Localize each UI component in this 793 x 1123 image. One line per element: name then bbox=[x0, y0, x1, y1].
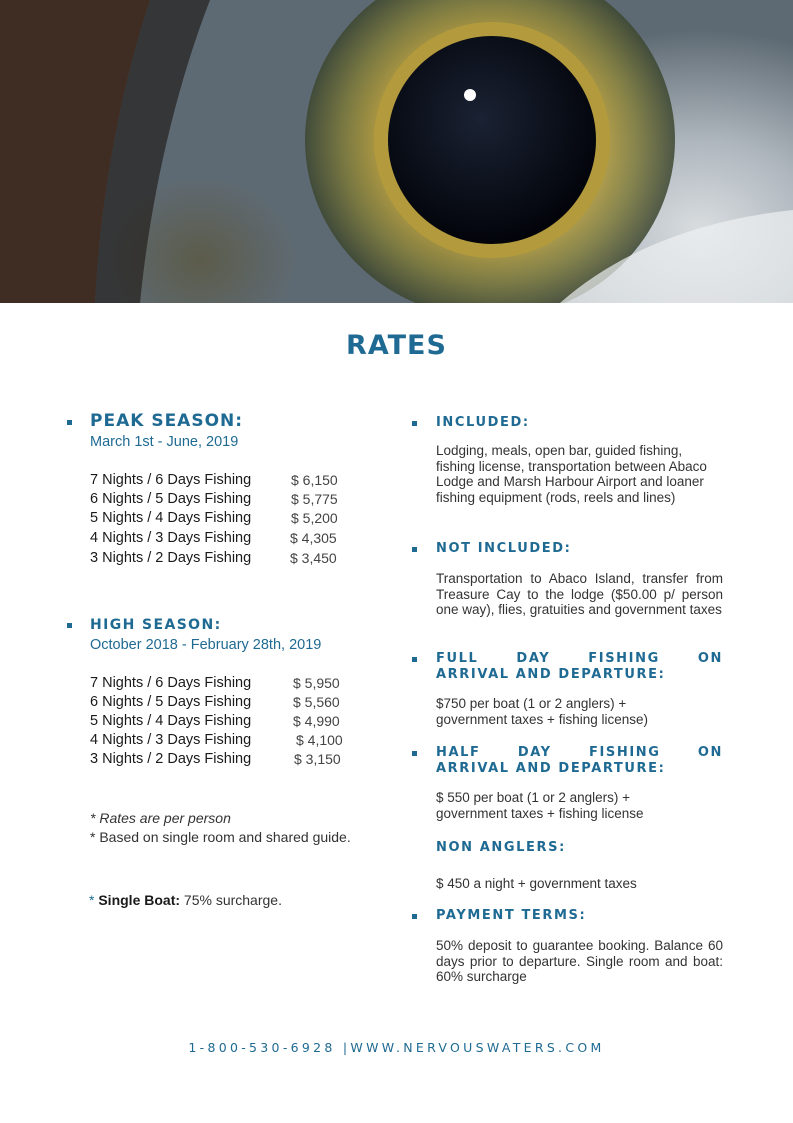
rate-label: 6 Nights / 5 Days Fishing bbox=[90, 694, 252, 710]
single-boat-note bbox=[89, 892, 282, 908]
half-day-text-line2: government taxes + fishing license bbox=[436, 805, 644, 821]
rate-row bbox=[90, 694, 390, 714]
rate-price: $ 5,775 bbox=[291, 491, 338, 507]
rate-price: $ 5,950 bbox=[293, 675, 340, 691]
single-boat-value: 75% surcharge. bbox=[183, 892, 282, 908]
rate-row bbox=[90, 491, 390, 511]
footer-contact: 1-800-530-6928 |WWW.NERVOUSWATERS.COM bbox=[188, 1040, 605, 1055]
full-day-text-line1: $750 per boat (1 or 2 anglers) + bbox=[436, 696, 627, 711]
full-day-text bbox=[436, 696, 723, 727]
rate-row bbox=[90, 510, 390, 530]
rate-price: $ 5,560 bbox=[293, 694, 340, 710]
payment-terms-heading: PAYMENT TERMS: bbox=[436, 908, 587, 923]
non-anglers-text: $ 450 a night + government taxes bbox=[436, 876, 637, 891]
half-day-text-line1: $ 550 per boat (1 or 2 anglers) + bbox=[436, 790, 630, 805]
rate-row bbox=[90, 713, 390, 733]
rate-row bbox=[90, 530, 390, 550]
bullet-icon bbox=[67, 420, 72, 425]
half-day-heading-line2: ARRIVAL AND DEPARTURE: bbox=[436, 761, 666, 776]
high-season-dates: October 2018 - February 28th, 2019 bbox=[90, 637, 322, 653]
rate-row bbox=[90, 472, 390, 492]
half-day-heading-line1: HALF DAY FISHING ON bbox=[436, 745, 723, 760]
hero-image bbox=[0, 0, 793, 303]
bullet-icon bbox=[412, 914, 417, 919]
bullet-icon bbox=[67, 623, 72, 628]
rate-label: 5 Nights / 4 Days Fishing bbox=[90, 713, 252, 729]
rate-row bbox=[90, 550, 390, 570]
rate-row bbox=[90, 732, 390, 752]
full-day-heading-line2: ARRIVAL AND DEPARTURE: bbox=[436, 667, 666, 682]
high-season-heading: HIGH SEASON: bbox=[90, 617, 222, 633]
half-day-text bbox=[436, 790, 723, 821]
not-included-text: Transportation to Abaco Island, transfer from Treasure Cay to the lodge ($50.00 p/ person one way), flies, gratuities and government taxes bbox=[436, 571, 723, 617]
not-included-heading: NOT INCLUDED: bbox=[436, 541, 572, 556]
peak-season-dates: March 1st - June, 2019 bbox=[90, 434, 239, 450]
rate-label: 5 Nights / 4 Days Fishing bbox=[90, 510, 252, 526]
bullet-icon bbox=[412, 657, 417, 662]
rate-label: 4 Nights / 3 Days Fishing bbox=[90, 530, 252, 546]
rate-label: 7 Nights / 6 Days Fishing bbox=[90, 675, 252, 691]
non-anglers-heading: NON ANGLERS: bbox=[436, 840, 566, 855]
note-single-room: * Based on single room and shared guide. bbox=[90, 829, 351, 845]
rate-label: 4 Nights / 3 Days Fishing bbox=[90, 732, 252, 748]
bullet-icon bbox=[412, 421, 417, 426]
rate-label: 3 Nights / 2 Days Fishing bbox=[90, 751, 252, 767]
rate-label: 3 Nights / 2 Days Fishing bbox=[90, 550, 252, 566]
full-day-text-line2: government taxes + fishing license) bbox=[436, 711, 648, 727]
bullet-icon bbox=[412, 751, 417, 756]
full-day-heading bbox=[436, 651, 723, 683]
payment-terms-text: 50% deposit to guarantee booking. Balance 60 days prior to departure. Single room and boat: 60% surcharge bbox=[436, 938, 723, 984]
bullet-icon bbox=[412, 547, 417, 552]
half-day-heading bbox=[436, 745, 723, 777]
full-day-heading-line1: FULL DAY FISHING ON bbox=[436, 651, 723, 666]
rate-label: 7 Nights / 6 Days Fishing bbox=[90, 472, 252, 488]
rate-price: $ 5,200 bbox=[291, 510, 338, 526]
rate-price: $ 4,100 bbox=[296, 732, 343, 748]
rate-price: $ 4,305 bbox=[290, 530, 337, 546]
rate-label: 6 Nights / 5 Days Fishing bbox=[90, 491, 252, 507]
included-text: Lodging, meals, open bar, guided fishing, fishing license, transportation between Abaco Lodge and Marsh Harbour Airport and loaner fishing equipment (rods, reels and lines) bbox=[436, 443, 707, 505]
rate-row bbox=[90, 675, 390, 695]
rate-price: $ 6,150 bbox=[291, 472, 338, 488]
fish-eye-icon bbox=[0, 0, 793, 303]
page-title: RATES bbox=[346, 330, 447, 361]
included-heading: INCLUDED: bbox=[436, 415, 530, 430]
asterisk: * bbox=[89, 892, 95, 908]
peak-season-heading: PEAK SEASON: bbox=[90, 411, 244, 431]
rate-price: $ 4,990 bbox=[293, 713, 340, 729]
rate-price: $ 3,450 bbox=[290, 550, 337, 566]
single-boat-label: Single Boat: bbox=[98, 892, 181, 908]
rate-row bbox=[90, 751, 390, 771]
note-per-person: * Rates are per person bbox=[90, 810, 231, 826]
rate-price: $ 3,150 bbox=[294, 751, 341, 767]
